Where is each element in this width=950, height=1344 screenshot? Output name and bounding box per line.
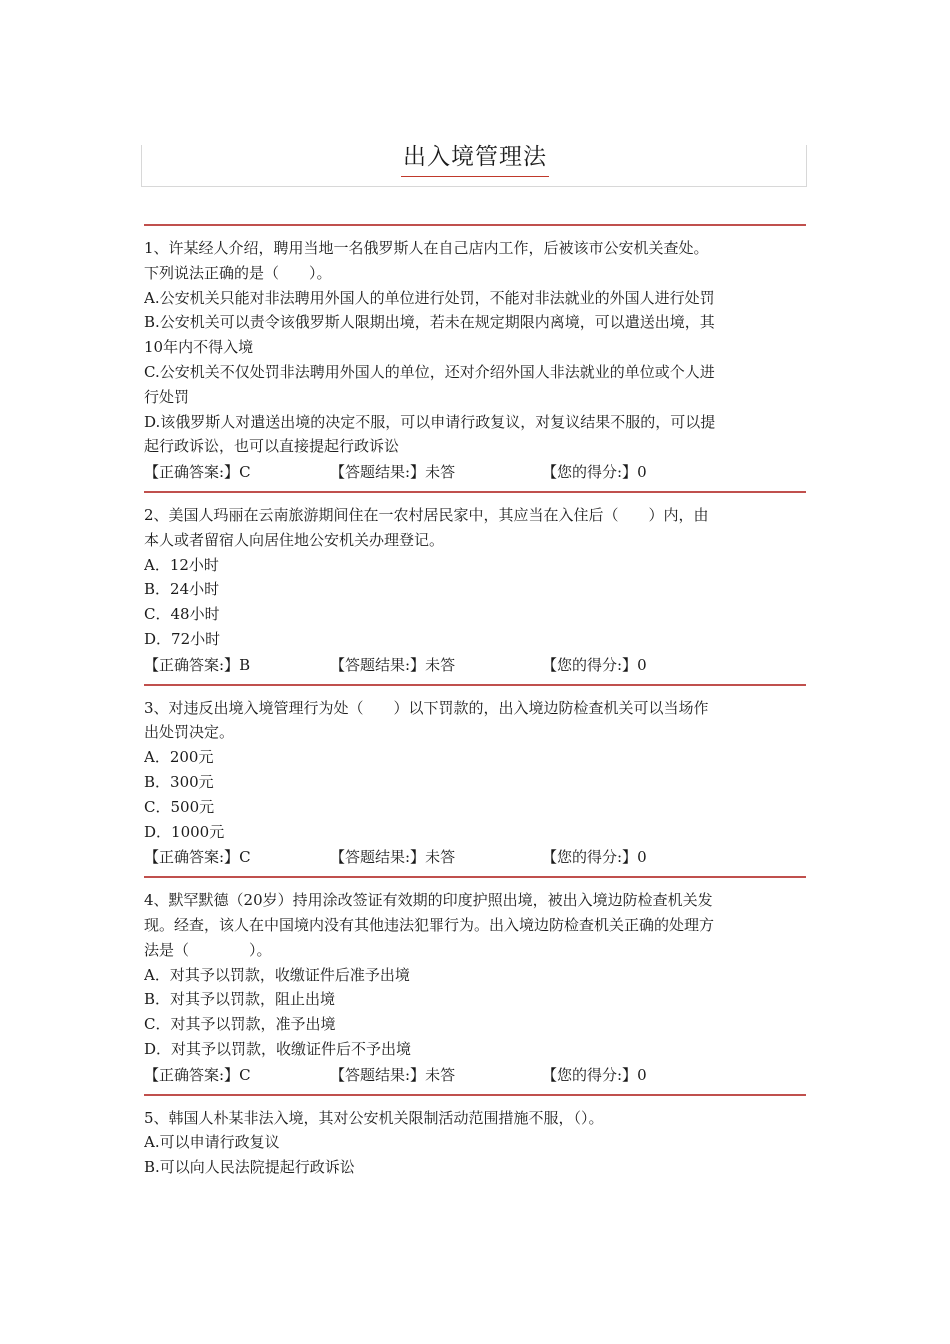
question-stem-line: 下列说法正确的是（ ）。 (144, 263, 332, 282)
question-stem (144, 236, 806, 286)
answer-result-label: 【答题结果:】 (330, 1065, 426, 1084)
answer-option-line: 10年内不得入境 (144, 338, 254, 357)
answer-option-line: B．24小时 (144, 580, 220, 599)
answer-result-label: 【答题结果:】 (330, 848, 426, 867)
answer-option (144, 553, 806, 578)
question-block (144, 1094, 806, 1186)
answer-option-line: D．1000元 (144, 822, 225, 841)
question-block (144, 491, 806, 684)
question-stem-line: 出处罚决定。 (144, 723, 235, 742)
answer-result (330, 845, 542, 870)
answer-result (330, 1063, 542, 1088)
question-stem-line: 5、韩国人朴某非法入境，其对公安机关限制活动范围措施不服，（）。 (144, 1108, 604, 1127)
question-block (144, 684, 806, 877)
question-stem-line: 法是（ ）。 (144, 940, 272, 959)
answer-result (330, 653, 542, 678)
answer-option (144, 310, 806, 360)
answer-option (144, 770, 806, 795)
correct-answer (144, 1063, 330, 1088)
answer-option (144, 963, 806, 988)
score-value: 0 (637, 848, 647, 867)
answer-summary-row (144, 460, 806, 485)
answer-option (144, 602, 806, 627)
question-stem-line: 2、美国人玛丽在云南旅游期间住在一农村居民家中，其应当在入住后（ ）内，由 (144, 505, 709, 524)
answer-summary-row (144, 845, 806, 870)
correct-answer-label: 【正确答案:】 (144, 463, 240, 482)
score-label: 【您的得分:】 (542, 1065, 638, 1084)
answer-option-line: 行处罚 (144, 387, 190, 406)
score (542, 460, 742, 485)
correct-answer-label: 【正确答案:】 (144, 848, 240, 867)
answer-option-line: C．500元 (144, 797, 215, 816)
answer-option-line: A．对其予以罚款，收缴证件后准予出境 (144, 965, 410, 984)
answer-option-line: C．48小时 (144, 605, 220, 624)
answer-option (144, 410, 806, 460)
answer-option (144, 286, 806, 311)
answer-option-line: A．12小时 (144, 555, 219, 574)
answer-result-label: 【答题结果:】 (330, 655, 426, 674)
answer-option-line: D.该俄罗斯人对遣送出境的决定不服，可以申请行政复议，对复议结果不服的，可以提 (144, 412, 716, 431)
answer-result-value: 未答 (425, 848, 456, 867)
answer-option-line: B．对其予以罚款，阻止出境 (144, 990, 336, 1009)
correct-answer-value: B (239, 655, 251, 674)
question-stem (144, 888, 806, 962)
correct-answer-value: C (239, 848, 251, 867)
correct-answer-label: 【正确答案:】 (144, 655, 240, 674)
score-label: 【您的得分:】 (542, 463, 638, 482)
answer-result-value: 未答 (425, 463, 456, 482)
score-value: 0 (637, 1065, 647, 1084)
score (542, 1063, 742, 1088)
answer-option (144, 745, 806, 770)
answer-option-line: C．对其予以罚款，准予出境 (144, 1015, 336, 1034)
score-label: 【您的得分:】 (542, 655, 638, 674)
answer-option (144, 360, 806, 410)
question-stem (144, 503, 806, 553)
answer-option-line: A.公安机关只能对非法聘用外国人的单位进行处罚，不能对非法就业的外国人进行处罚 (144, 288, 715, 307)
correct-answer (144, 460, 330, 485)
page-title-text: 出入境管理法 (401, 140, 549, 177)
question-stem (144, 696, 806, 746)
correct-answer-value: C (239, 1065, 251, 1084)
answer-option-line: A.可以申请行政复议 (144, 1133, 280, 1152)
answer-result-value: 未答 (425, 655, 456, 674)
question-block (144, 876, 806, 1093)
answer-option (144, 627, 806, 652)
correct-answer (144, 845, 330, 870)
answer-option (144, 1012, 806, 1037)
answer-option-line: A．200元 (144, 748, 214, 767)
question-stem-line: 4、默罕默德（20岁）持用涂改签证有效期的印度护照出境，被出入境边防检查机关发 (144, 891, 713, 910)
answer-option (144, 820, 806, 845)
answer-result (330, 460, 542, 485)
score-value: 0 (637, 463, 647, 482)
question-stem-line: 1、许某经人介绍，聘用当地一名俄罗斯人在自己店内工作，后被该市公安机关查处。 (144, 239, 709, 257)
answer-option-line: B．300元 (144, 772, 214, 791)
question-block (144, 224, 806, 491)
answer-option (144, 987, 806, 1012)
question-stem-line: 3、对违反出境入境管理行为处（ ）以下罚款的，出入境边防检查机关可以当场作 (144, 698, 709, 717)
score (542, 653, 742, 678)
answer-option-line: D．对其予以罚款，收缴证件后不予出境 (144, 1039, 412, 1058)
answer-option-line: 起行政诉讼，也可以直接提起行政诉讼 (144, 437, 400, 456)
answer-option (144, 795, 806, 820)
score-value: 0 (637, 655, 647, 674)
question-stem-line: 现。经查，该人在中国境内没有其他违法犯罪行为。出入境边防检查机关正确的处理方 (144, 915, 715, 934)
score-label: 【您的得分:】 (542, 848, 638, 867)
answer-option (144, 577, 806, 602)
answer-option (144, 1130, 806, 1155)
answer-result-value: 未答 (425, 1065, 456, 1084)
answer-result-label: 【答题结果:】 (330, 463, 426, 482)
answer-option (144, 1155, 806, 1180)
answer-summary-row (144, 653, 806, 678)
answer-option-line: B.公安机关可以责令该俄罗斯人限期出境，若未在规定期限内离境，可以遣送出境，其 (144, 313, 715, 332)
correct-answer-value: C (239, 463, 251, 482)
score (542, 845, 742, 870)
question-stem (144, 1106, 806, 1131)
answer-summary-row (144, 1063, 806, 1088)
answer-option-line: B.可以向人民法院提起行政诉讼 (144, 1158, 355, 1177)
answer-option (144, 1037, 806, 1062)
correct-answer (144, 653, 330, 678)
question-list (144, 224, 806, 1186)
correct-answer-label: 【正确答案:】 (144, 1065, 240, 1084)
answer-option-line: D．72小时 (144, 629, 221, 648)
question-stem-line: 本人或者留宿人向居住地公安机关办理登记。 (144, 530, 445, 549)
answer-option-line: C.公安机关不仅处罚非法聘用外国人的单位，还对介绍外国人非法就业的单位或个人进 (144, 362, 715, 381)
page-title (0, 140, 950, 177)
